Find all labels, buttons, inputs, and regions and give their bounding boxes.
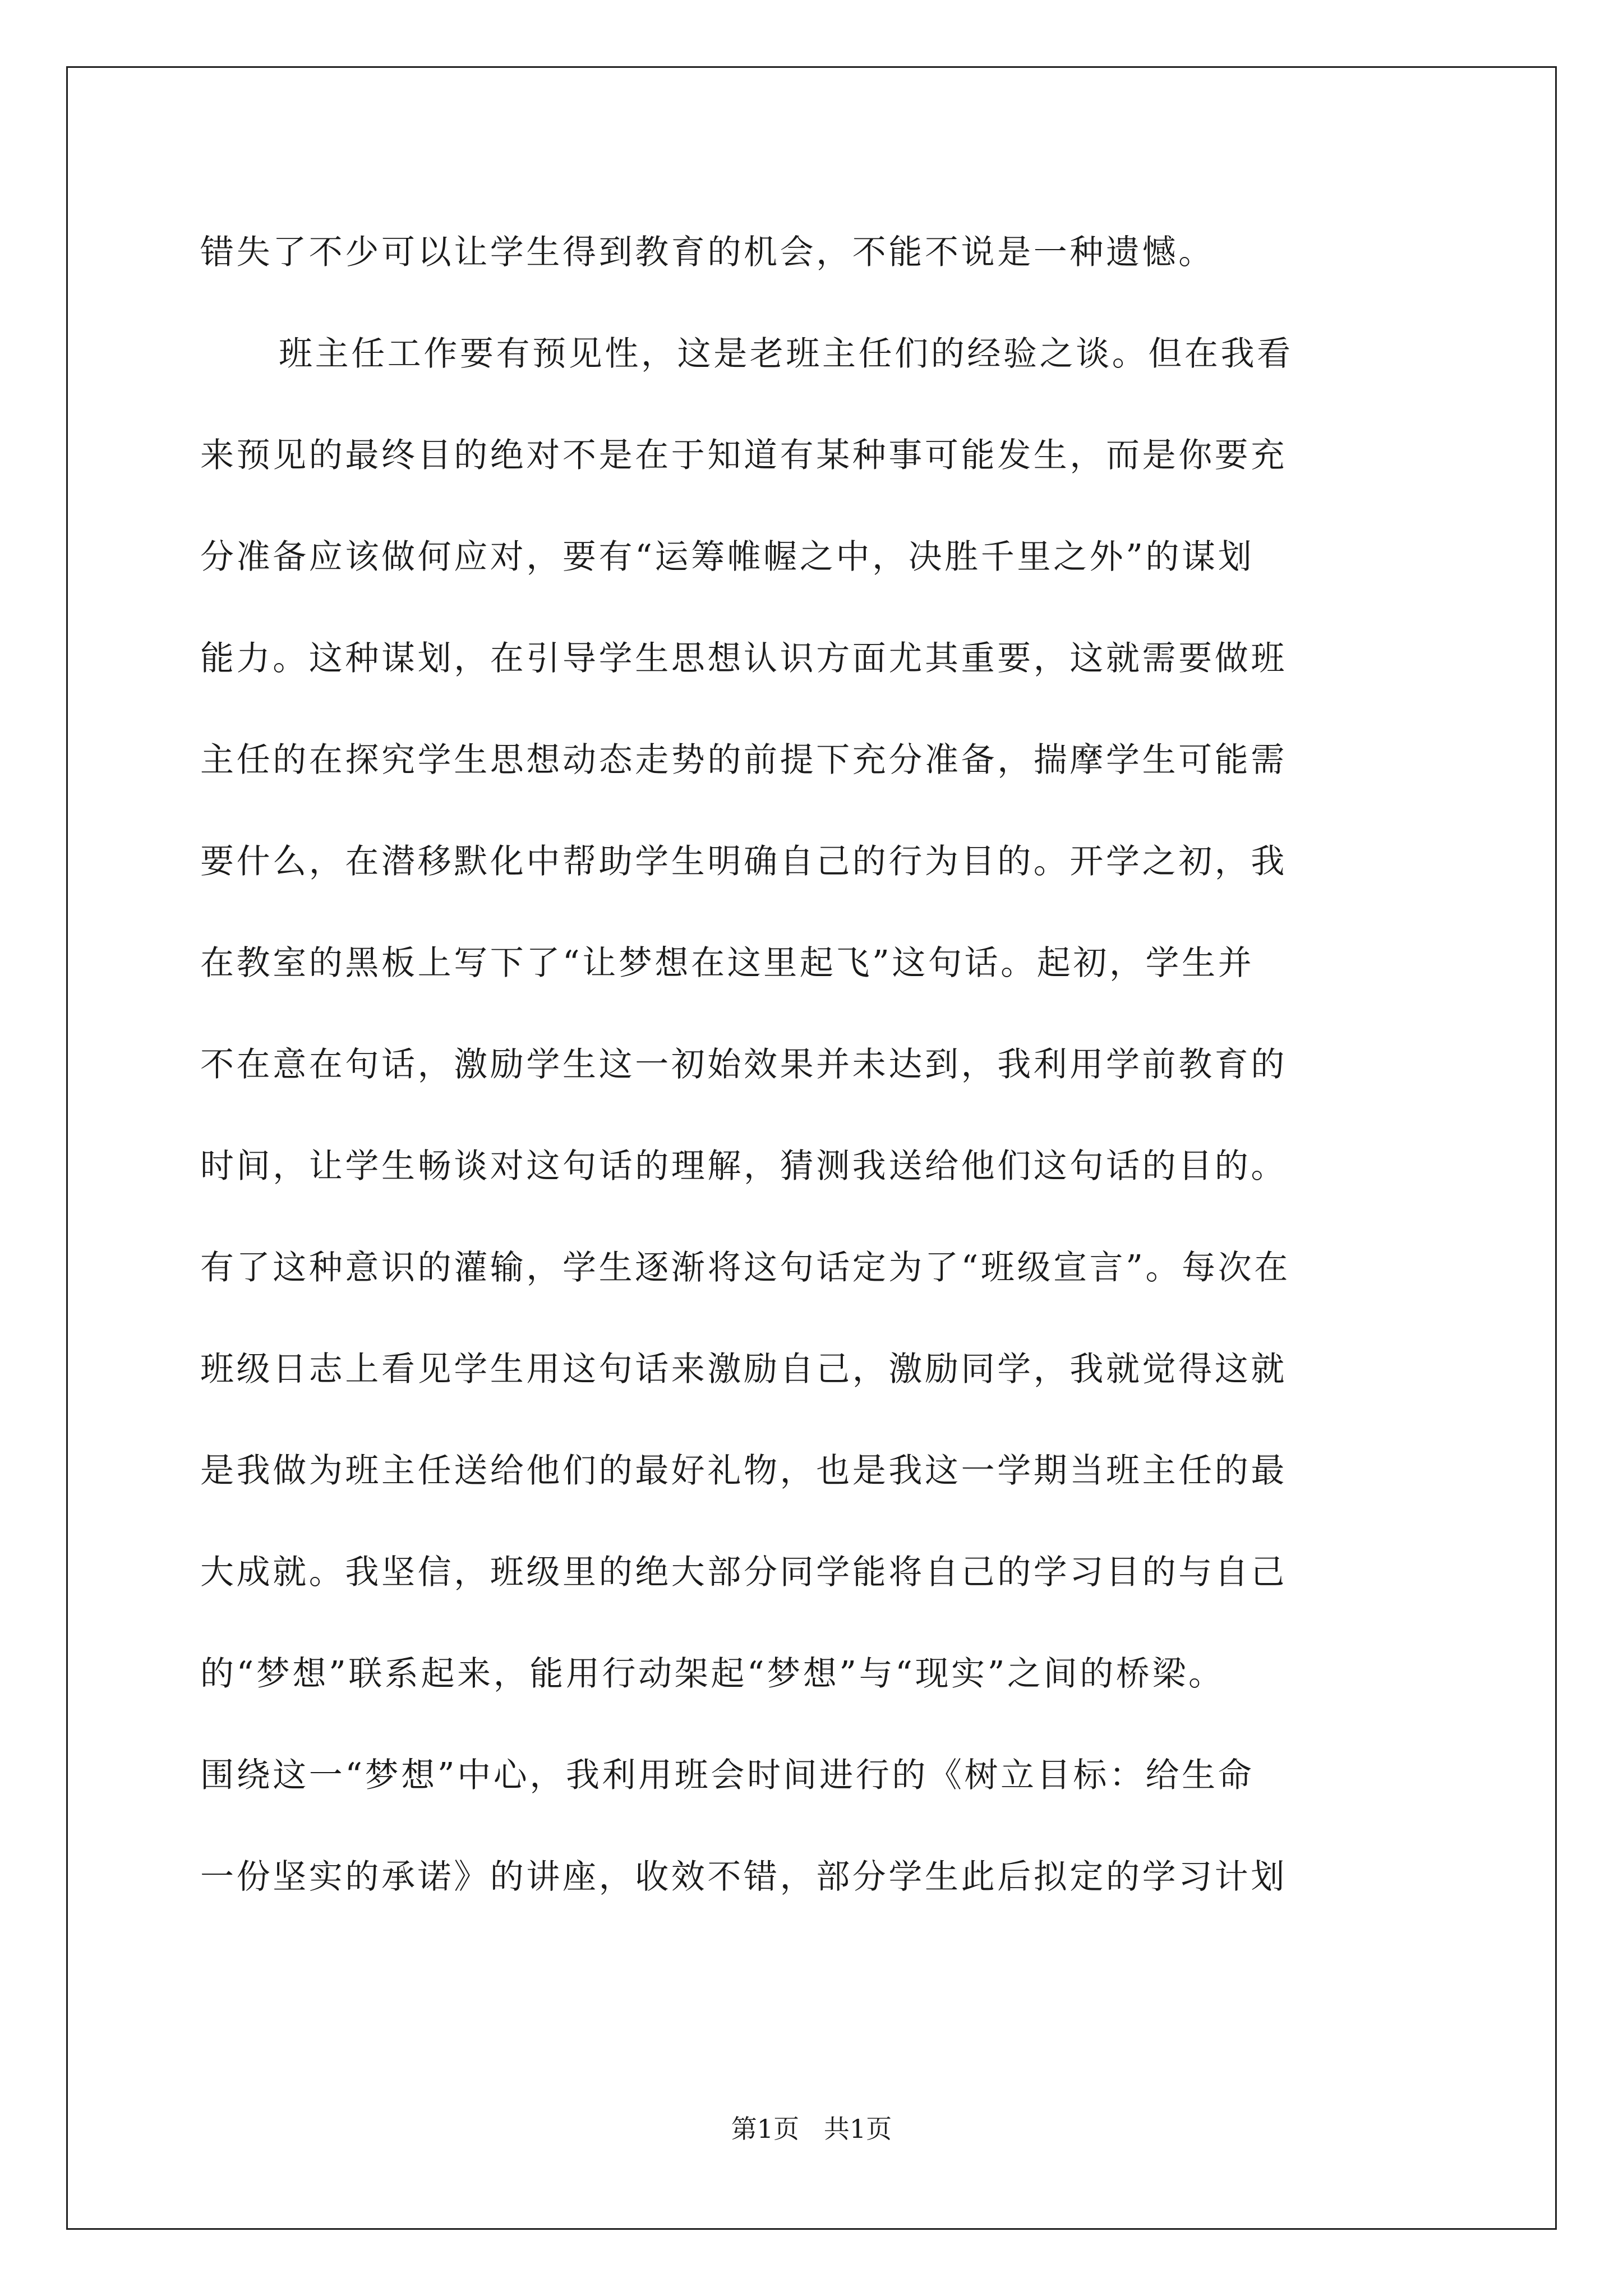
text-line: 要什么，在潜移默化中帮助学生明确自己的行为目的。开学之初，我 [200,842,1287,881]
text-line: 大成就。我坚信，班级里的绝大部分同学能将自己的学习目的与自己 [200,1553,1287,1592]
text-line: 是我做为班主任送给他们的最好礼物，也是我这一学期当班主任的最 [200,1451,1287,1490]
page-footer: 第1页 共1页 [731,2114,892,2144]
text-line: 分准备应该做何应对，要有“运筹帷幄之中，决胜千里之外”的谋划 [200,537,1255,577]
text-line: 班主任工作要有预见性，这是老班主任们的经验之谈。但在我看 [279,334,1293,374]
text-line: 有了这种意识的灌输，学生逐渐将这句话定为了“班级宣言”。每次在 [200,1248,1290,1287]
text-line: 的“梦想”联系起来，能用行动架起“梦想”与“现实”之间的桥梁。 [200,1654,1225,1694]
text-line: 班级日志上看见学生用这句话来激励自己，激励同学，我就觉得这就 [200,1350,1287,1389]
text-line: 围绕这一“梦想”中心，我利用班会时间进行的《树立目标：给生命 [200,1756,1255,1795]
text-line: 主任的在探究学生思想动态走势的前提下充分准备，揣摩学生可能需 [200,740,1287,780]
text-line: 不在意在句话，激励学生这一初始效果并未达到，我利用学前教育的 [200,1045,1287,1084]
text-line: 一份坚实的承诺》的讲座，收效不错，部分学生此后拟定的学习计划 [200,1857,1287,1897]
text-line: 时间，让学生畅谈对这句话的理解，猜测我送给他们这句话的目的。 [200,1147,1287,1186]
text-line: 来预见的最终目的绝对不是在于知道有某种事可能发生，而是你要充 [200,436,1287,475]
text-line: 错失了不少可以让学生得到教育的机会，不能不说是一种遗憾。 [200,233,1215,272]
text-line: 在教室的黑板上写下了“让梦想在这里起飞”这句话。起初，学生并 [200,944,1255,983]
text-line: 能力。这种谋划，在引导学生思想认识方面尤其重要，这就需要做班 [200,639,1287,678]
